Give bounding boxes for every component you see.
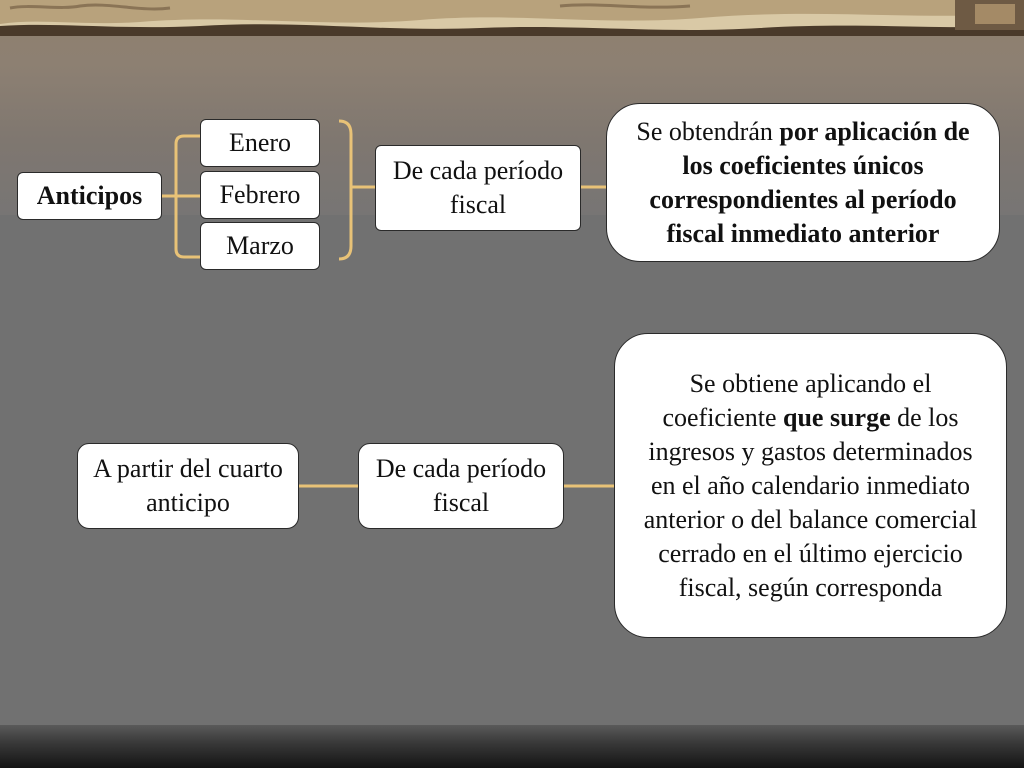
result-top-intro: Se obtendrán (636, 116, 780, 146)
result-bottom-bold: que surge (783, 402, 891, 432)
result-bottom-text (637, 367, 984, 605)
result-bottom-before: Se obtiene aplicando el coeficiente (662, 368, 932, 432)
month-label-enero: Enero (228, 128, 292, 157)
right-bracket (339, 121, 351, 259)
node-result-top (606, 103, 1000, 262)
node-month-febrero (200, 171, 320, 219)
node-period-top (375, 145, 581, 231)
node-anticipos-label: Anticipos (36, 181, 143, 210)
node-period-bottom (358, 443, 564, 529)
result-top-bold: por aplicación de los coeficientes únicos correspondientes al período fiscal inmediato anterior (649, 116, 970, 248)
month-label-febrero: Febrero (219, 180, 301, 209)
node-result-bottom (614, 333, 1007, 638)
period-bottom-label: De cada período fiscal (375, 454, 547, 517)
month-label-marzo: Marzo (226, 231, 294, 260)
result-bottom-after: de los ingresos y gastos determinados en el año calendario inmediato anterior o del balance comercial cerrado en el último ejercicio fiscal, según corresponda (643, 402, 978, 602)
node-cuarto-anticipo (77, 443, 299, 529)
cuarto-anticipo-label: A partir del cuarto anticipo (93, 454, 283, 517)
node-month-enero (200, 119, 320, 167)
period-top-label: De cada período fiscal (392, 156, 564, 219)
node-anticipos (17, 172, 162, 220)
result-top-text (629, 115, 977, 251)
node-month-marzo (200, 222, 320, 270)
